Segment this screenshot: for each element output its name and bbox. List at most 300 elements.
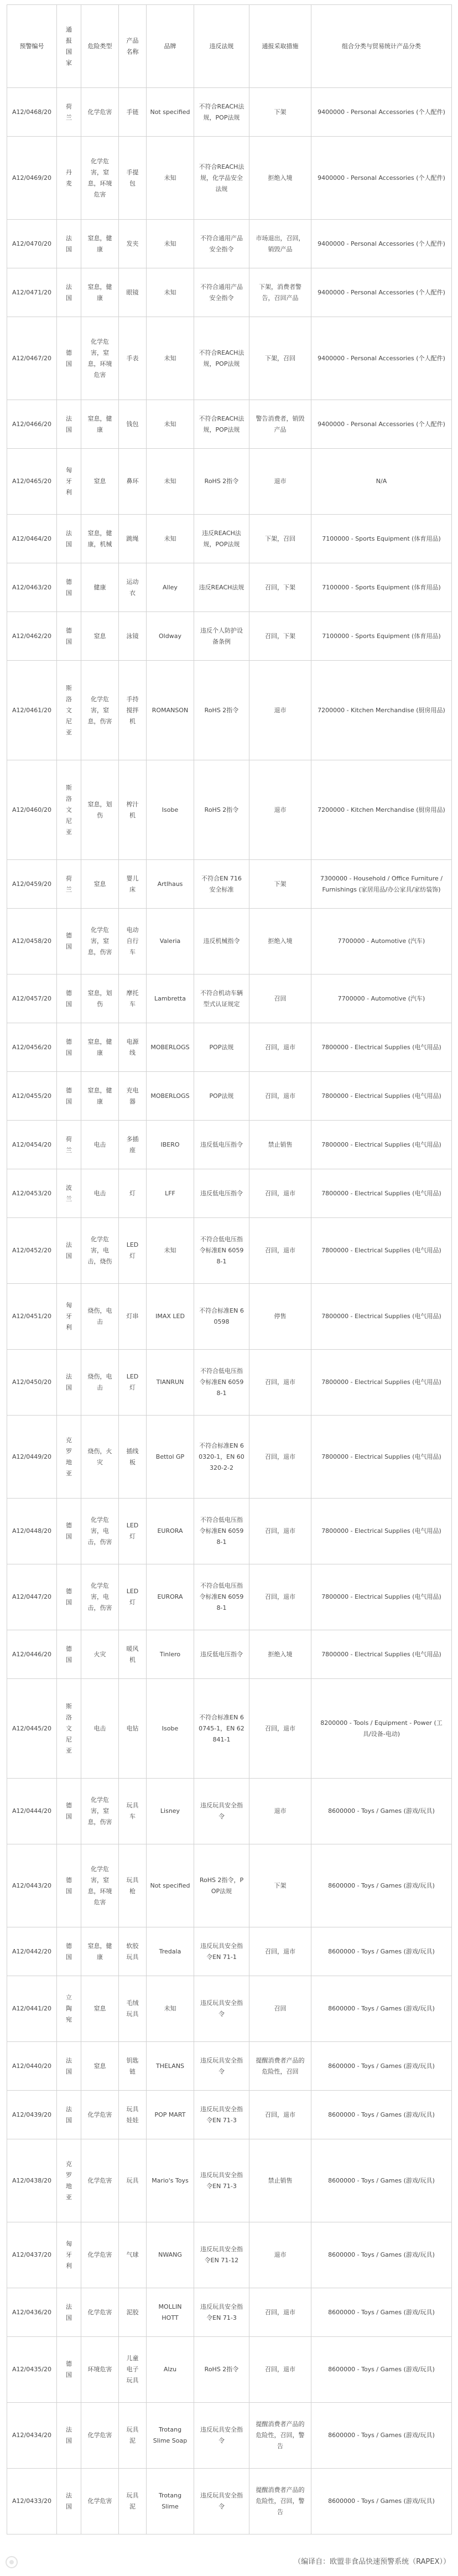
- brand-cell: Artlhaus: [147, 860, 194, 909]
- alert-id-cell: A12/0454/20: [7, 1121, 57, 1169]
- measures-cell: 召回，退市: [249, 1072, 311, 1121]
- table-row: [7, 1169, 452, 1218]
- table-row: [7, 400, 452, 449]
- measures-cell: 召回，退市: [249, 1169, 311, 1218]
- alert-id-cell: A12/0434/20: [7, 2403, 57, 2469]
- regulation-cell: 不符合通用产品安全指令: [194, 268, 249, 317]
- alert-id-cell: A12/0469/20: [7, 137, 57, 220]
- brand-cell: Isobe: [147, 1679, 194, 1779]
- product-cell: 泳镜: [119, 612, 147, 661]
- alert-id-cell: A12/0438/20: [7, 2139, 57, 2222]
- category-cell: 7700000 - Automotive (汽车): [311, 909, 452, 975]
- table-row: [7, 1350, 452, 1416]
- table-row: [7, 2139, 452, 2222]
- country-cell: 法国: [57, 2091, 81, 2139]
- country-cell: 匈牙利: [57, 2222, 81, 2288]
- category-cell: 8600000 - Toys / Games (游戏/玩具): [311, 1779, 452, 1844]
- country-cell: 法国: [57, 1218, 81, 1284]
- product-cell: 暖风机: [119, 1630, 147, 1679]
- regulation-cell: 不符合机动车辆型式认证规定: [194, 975, 249, 1023]
- measures-cell: 召回，退市: [249, 1350, 311, 1416]
- table-row: [7, 268, 452, 317]
- table-row: [7, 1023, 452, 1072]
- country-cell: 法国: [57, 400, 81, 449]
- category-cell: N/A: [311, 449, 452, 515]
- alert-id-cell: A12/0462/20: [7, 612, 57, 661]
- measures-cell: 召回，退市: [249, 1499, 311, 1564]
- measures-cell: 提醒消费者产品的危险性，召回: [249, 2042, 311, 2091]
- category-cell: 7800000 - Electrical Supplies (电气用品): [311, 1350, 452, 1416]
- category-cell: 7200000 - Kitchen Merchandise (厨房用品): [311, 760, 452, 860]
- alert-id-cell: A12/0440/20: [7, 2042, 57, 2091]
- brand-cell: EURORA: [147, 1564, 194, 1630]
- risk-cell: 窒息，健康: [81, 400, 119, 449]
- risk-cell: 健康: [81, 563, 119, 612]
- brand-cell: 未知: [147, 317, 194, 400]
- measures-cell: 下架，召回: [249, 515, 311, 563]
- category-cell: 7300000 - Household / Office Furniture / Furnishings (家居用品/办公家具/家纺装饰): [311, 860, 452, 909]
- table-row: [7, 760, 452, 860]
- risk-cell: 窒息，健康: [81, 1023, 119, 1072]
- risk-cell: 烧伤，电击: [81, 1284, 119, 1350]
- brand-cell: 未知: [147, 268, 194, 317]
- brand-cell: Mario's Toys: [147, 2139, 194, 2222]
- category-cell: 7800000 - Electrical Supplies (电气用品): [311, 1499, 452, 1564]
- risk-cell: 化学危害，电击，伤害: [81, 1499, 119, 1564]
- regulation-cell: 不符合标准EN 60320-1，EN 60320-2-2: [194, 1416, 249, 1499]
- alert-id-cell: A12/0437/20: [7, 2222, 57, 2288]
- country-cell: 德国: [57, 909, 81, 975]
- brand-cell: NWANG: [147, 2222, 194, 2288]
- risk-cell: 电击: [81, 1121, 119, 1169]
- risk-cell: 化学危害，窒息，环境危害: [81, 1844, 119, 1927]
- alert-id-cell: A12/0441/20: [7, 1976, 57, 2042]
- table-row: [7, 220, 452, 268]
- measures-cell: 召回: [249, 975, 311, 1023]
- header-product: 产品名称: [119, 5, 147, 88]
- alert-id-cell: A12/0442/20: [7, 1927, 57, 1976]
- table-row: [7, 2403, 452, 2469]
- risk-cell: 化学危害: [81, 2139, 119, 2222]
- product-cell: 钥匙链: [119, 2042, 147, 2091]
- alert-id-cell: A12/0451/20: [7, 1284, 57, 1350]
- regulation-cell: 违反低电压指令: [194, 1630, 249, 1679]
- alert-id-cell: A12/0452/20: [7, 1218, 57, 1284]
- regulation-cell: RoHS 2指令: [194, 449, 249, 515]
- product-cell: 手链: [119, 88, 147, 137]
- brand-cell: 未知: [147, 449, 194, 515]
- risk-cell: 烧伤，火灾: [81, 1416, 119, 1499]
- product-cell: 电钻: [119, 1679, 147, 1779]
- product-cell: 儿童电子玩具: [119, 2337, 147, 2403]
- risk-cell: 窒息，划伤: [81, 760, 119, 860]
- category-cell: 8600000 - Toys / Games (游戏/玩具): [311, 2139, 452, 2222]
- table-row: [7, 2337, 452, 2403]
- regulation-cell: 不符合低电压指令标准EN 60598-1: [194, 1564, 249, 1630]
- regulation-cell: 违反玩具安全指令: [194, 1976, 249, 2042]
- category-cell: 8600000 - Toys / Games (游戏/玩具): [311, 2042, 452, 2091]
- brand-cell: EURORA: [147, 1499, 194, 1564]
- product-cell: 发夹: [119, 220, 147, 268]
- country-cell: 法国: [57, 220, 81, 268]
- regulation-cell: 不符合低电压指令标准EN 60598-1: [194, 1350, 249, 1416]
- table-row: [7, 137, 452, 220]
- risk-cell: 窒息: [81, 860, 119, 909]
- risk-cell: 窒息: [81, 449, 119, 515]
- risk-cell: 烧伤，电击: [81, 1350, 119, 1416]
- regulation-cell: 违反低电压指令: [194, 1169, 249, 1218]
- alert-id-cell: A12/0445/20: [7, 1679, 57, 1779]
- alert-id-cell: A12/0436/20: [7, 2288, 57, 2337]
- regulation-cell: RoHS 2指令: [194, 760, 249, 860]
- product-cell: 灯: [119, 1169, 147, 1218]
- category-cell: 7100000 - Sports Equipment (体育用品): [311, 515, 452, 563]
- brand-cell: Trotang Slime Soap: [147, 2403, 194, 2469]
- table-row: [7, 2469, 452, 2534]
- table-row: [7, 909, 452, 975]
- measures-cell: 召回: [249, 1976, 311, 2042]
- brand-cell: Not specified: [147, 88, 194, 137]
- header-measures: 通报采取措施: [249, 5, 311, 88]
- country-cell: 德国: [57, 2337, 81, 2403]
- alert-id-cell: A12/0471/20: [7, 268, 57, 317]
- header-regulation: 违反法规: [194, 5, 249, 88]
- measures-cell: 警告消费者，销毁产品: [249, 400, 311, 449]
- product-cell: LED灯: [119, 1564, 147, 1630]
- table-row: [7, 317, 452, 400]
- measures-cell: 退市: [249, 661, 311, 760]
- product-cell: 玩具车: [119, 1779, 147, 1844]
- brand-cell: Tredala: [147, 1927, 194, 1976]
- regulation-cell: RoHS 2指令: [194, 2337, 249, 2403]
- regulation-cell: 违反玩具安全指令EN 71-1: [194, 1927, 249, 1976]
- alert-id-cell: A12/0447/20: [7, 1564, 57, 1630]
- country-cell: 荷兰: [57, 1121, 81, 1169]
- product-cell: 充电器: [119, 1072, 147, 1121]
- brand-cell: 未知: [147, 1976, 194, 2042]
- brand-cell: Lisney: [147, 1779, 194, 1844]
- table-row: [7, 1564, 452, 1630]
- table-body: [7, 88, 452, 2534]
- table-row: [7, 1927, 452, 1976]
- regulation-cell: 不符合REACH法规，POP法规: [194, 317, 249, 400]
- regulation-cell: 违反REACH法规: [194, 563, 249, 612]
- country-cell: 立陶宛: [57, 1976, 81, 2042]
- table-row: [7, 975, 452, 1023]
- risk-cell: 窒息，健康: [81, 220, 119, 268]
- risk-cell: 化学危害，电击，烧伤: [81, 1218, 119, 1284]
- alert-id-cell: A12/0456/20: [7, 1023, 57, 1072]
- product-cell: 毛绒玩具: [119, 1976, 147, 2042]
- country-cell: 德国: [57, 1564, 81, 1630]
- product-cell: 手提包: [119, 137, 147, 220]
- rapex-table: [7, 4, 452, 2534]
- category-cell: 8600000 - Toys / Games (游戏/玩具): [311, 2403, 452, 2469]
- product-cell: LED灯: [119, 1350, 147, 1416]
- country-cell: 法国: [57, 515, 81, 563]
- brand-cell: Tinlero: [147, 1630, 194, 1679]
- measures-cell: 下架，召回: [249, 317, 311, 400]
- brand-cell: Alzu: [147, 2337, 194, 2403]
- country-cell: 德国: [57, 563, 81, 612]
- table-row: [7, 1779, 452, 1844]
- category-cell: 8600000 - Toys / Games (游戏/玩具): [311, 1976, 452, 2042]
- table-row: [7, 1284, 452, 1350]
- alert-id-cell: A12/0457/20: [7, 975, 57, 1023]
- brand-cell: TIANRUN: [147, 1350, 194, 1416]
- header-country: 通报国家: [57, 5, 81, 88]
- measures-cell: 召回，退市: [249, 2337, 311, 2403]
- regulation-cell: 不符合低电压指令标准EN 60598-1: [194, 1499, 249, 1564]
- category-cell: 7800000 - Electrical Supplies (电气用品): [311, 1630, 452, 1679]
- measures-cell: 退市: [249, 2222, 311, 2288]
- country-cell: 法国: [57, 268, 81, 317]
- country-cell: 德国: [57, 1072, 81, 1121]
- country-cell: 斯洛文尼亚: [57, 1679, 81, 1779]
- regulation-cell: 违反低电压指令: [194, 1121, 249, 1169]
- watermark-logo: [6, 2556, 18, 2568]
- country-cell: 德国: [57, 1927, 81, 1976]
- product-cell: 多插座: [119, 1121, 147, 1169]
- regulation-cell: POP法规: [194, 1023, 249, 1072]
- brand-cell: IBERO: [147, 1121, 194, 1169]
- product-cell: LED灯: [119, 1499, 147, 1564]
- brand-cell: MOBERLOGS: [147, 1023, 194, 1072]
- measures-cell: 下架: [249, 860, 311, 909]
- brand-cell: Trotang Slime: [147, 2469, 194, 2534]
- category-cell: 8200000 - Tools / Equipment - Power (工具/设备-电动): [311, 1679, 452, 1779]
- alert-id-cell: A12/0470/20: [7, 220, 57, 268]
- category-cell: 9400000 - Personal Accessories (个人配件): [311, 137, 452, 220]
- country-cell: 德国: [57, 612, 81, 661]
- brand-cell: 未知: [147, 1218, 194, 1284]
- country-cell: 荷兰: [57, 88, 81, 137]
- alert-id-cell: A12/0455/20: [7, 1072, 57, 1121]
- category-cell: 7800000 - Electrical Supplies (电气用品): [311, 1072, 452, 1121]
- product-cell: 摩托车: [119, 975, 147, 1023]
- regulation-cell: 违反玩具安全指令EN 71-3: [194, 2139, 249, 2222]
- regulation-cell: 违反个人防护设备条例: [194, 612, 249, 661]
- category-cell: 7700000 - Automotive (汽车): [311, 975, 452, 1023]
- table-row: [7, 2288, 452, 2337]
- country-cell: 克罗地亚: [57, 1416, 81, 1499]
- alert-id-cell: A12/0444/20: [7, 1779, 57, 1844]
- country-cell: 法国: [57, 2469, 81, 2534]
- brand-cell: Not specified: [147, 1844, 194, 1927]
- alert-id-cell: A12/0465/20: [7, 449, 57, 515]
- product-cell: 插线板: [119, 1416, 147, 1499]
- brand-cell: 未知: [147, 400, 194, 449]
- country-cell: 法国: [57, 1350, 81, 1416]
- header-category: 组合分类与贸易统计产品分类: [311, 5, 452, 88]
- category-cell: 7800000 - Electrical Supplies (电气用品): [311, 1416, 452, 1499]
- risk-cell: 化学危害: [81, 2469, 119, 2534]
- measures-cell: 下架，消费者警告，召回产品: [249, 268, 311, 317]
- product-cell: 气球: [119, 2222, 147, 2288]
- brand-cell: IMAX LED: [147, 1284, 194, 1350]
- risk-cell: 火灾: [81, 1630, 119, 1679]
- risk-cell: 化学危害，窒息，伤害: [81, 661, 119, 760]
- country-cell: 法国: [57, 2288, 81, 2337]
- alert-id-cell: A12/0446/20: [7, 1630, 57, 1679]
- alert-id-cell: A12/0459/20: [7, 860, 57, 909]
- product-cell: 玩具泥: [119, 2469, 147, 2534]
- measures-cell: 召回，退市: [249, 1927, 311, 1976]
- regulation-cell: RoHS 2指令，POP法规: [194, 1844, 249, 1927]
- measures-cell: 禁止销售: [249, 1121, 311, 1169]
- brand-cell: LFF: [147, 1169, 194, 1218]
- country-cell: 波兰: [57, 1169, 81, 1218]
- alert-id-cell: A12/0468/20: [7, 88, 57, 137]
- category-cell: 9400000 - Personal Accessories (个人配件): [311, 268, 452, 317]
- regulation-cell: 不符合REACH法规，POP法规: [194, 400, 249, 449]
- regulation-cell: 不符合REACH法规，POP法规: [194, 88, 249, 137]
- product-cell: 运动衣: [119, 563, 147, 612]
- country-cell: 斯洛文尼亚: [57, 760, 81, 860]
- alert-id-cell: A12/0463/20: [7, 563, 57, 612]
- risk-cell: 化学危害: [81, 2403, 119, 2469]
- brand-cell: 未知: [147, 515, 194, 563]
- measures-cell: 召回，退市: [249, 2091, 311, 2139]
- alert-id-cell: A12/0453/20: [7, 1169, 57, 1218]
- alert-id-cell: A12/0443/20: [7, 1844, 57, 1927]
- header-row: [7, 5, 452, 88]
- category-cell: 7100000 - Sports Equipment (体育用品): [311, 612, 452, 661]
- measures-cell: 市场退出，召回，销毁产品: [249, 220, 311, 268]
- product-cell: 电源线: [119, 1023, 147, 1072]
- table-row: [7, 1679, 452, 1779]
- category-cell: 8600000 - Toys / Games (游戏/玩具): [311, 2222, 452, 2288]
- table-row: [7, 563, 452, 612]
- brand-cell: POP MART: [147, 2091, 194, 2139]
- risk-cell: 化学危害: [81, 2288, 119, 2337]
- product-cell: 眼镜: [119, 268, 147, 317]
- product-cell: 玩具泥: [119, 2403, 147, 2469]
- measures-cell: 拒绝入境: [249, 1630, 311, 1679]
- regulation-cell: 违反机械指令: [194, 909, 249, 975]
- table-row: [7, 449, 452, 515]
- regulation-cell: POP法规: [194, 1072, 249, 1121]
- risk-cell: 窒息，健康，机械: [81, 515, 119, 563]
- category-cell: 7800000 - Electrical Supplies (电气用品): [311, 1023, 452, 1072]
- regulation-cell: 不符合标准EN 60745-1，EN 62841-1: [194, 1679, 249, 1779]
- regulation-cell: 违反玩具安全指令EN 71-12: [194, 2222, 249, 2288]
- alert-id-cell: A12/0435/20: [7, 2337, 57, 2403]
- risk-cell: 窒息: [81, 1976, 119, 2042]
- table-row: [7, 1416, 452, 1499]
- brand-cell: Valeria: [147, 909, 194, 975]
- category-cell: 9400000 - Personal Accessories (个人配件): [311, 88, 452, 137]
- risk-cell: 化学危害，电击，伤害: [81, 1564, 119, 1630]
- measures-cell: 召回，退市: [249, 1564, 311, 1630]
- product-cell: 玩具: [119, 2139, 147, 2222]
- risk-cell: 电击: [81, 1679, 119, 1779]
- category-cell: 8600000 - Toys / Games (游戏/玩具): [311, 1927, 452, 1976]
- regulation-cell: 违反REACH法规，POP法规: [194, 515, 249, 563]
- alert-id-cell: A12/0439/20: [7, 2091, 57, 2139]
- table-row: [7, 661, 452, 760]
- alert-id-cell: A12/0449/20: [7, 1416, 57, 1499]
- product-cell: 钱包: [119, 400, 147, 449]
- table-row: [7, 88, 452, 137]
- country-cell: 斯洛文尼亚: [57, 661, 81, 760]
- regulation-cell: RoHS 2指令: [194, 661, 249, 760]
- product-cell: 软胶玩具: [119, 1927, 147, 1976]
- measures-cell: 召回，退市: [249, 2288, 311, 2337]
- table-row: [7, 1121, 452, 1169]
- country-cell: 德国: [57, 1779, 81, 1844]
- measures-cell: 提醒消费者产品的危险性，召回，警告: [249, 2469, 311, 2534]
- country-cell: 匈牙利: [57, 1284, 81, 1350]
- table-row: [7, 612, 452, 661]
- country-cell: 法国: [57, 2403, 81, 2469]
- country-cell: 德国: [57, 975, 81, 1023]
- brand-cell: ROMANSON: [147, 661, 194, 760]
- regulation-cell: 违反玩具安全指令EN 71-3: [194, 2091, 249, 2139]
- regulation-cell: 不符合低电压指令标准EN 60598-1: [194, 1218, 249, 1284]
- risk-cell: 化学危害，窒息，伤害: [81, 909, 119, 975]
- risk-cell: 化学危害: [81, 2222, 119, 2288]
- country-cell: 德国: [57, 317, 81, 400]
- product-cell: 灯串: [119, 1284, 147, 1350]
- country-cell: 德国: [57, 1023, 81, 1072]
- source-note: （编译自：欧盟非食品快速预警系统（RAPEX））: [294, 2558, 450, 2566]
- alert-id-cell: A12/0448/20: [7, 1499, 57, 1564]
- category-cell: 7800000 - Electrical Supplies (电气用品): [311, 1284, 452, 1350]
- header-brand: 品牌: [147, 5, 194, 88]
- category-cell: 7800000 - Electrical Supplies (电气用品): [311, 1564, 452, 1630]
- category-cell: 8600000 - Toys / Games (游戏/玩具): [311, 2288, 452, 2337]
- alert-id-cell: A12/0467/20: [7, 317, 57, 400]
- header-risk: 危险类型: [81, 5, 119, 88]
- category-cell: 8600000 - Toys / Games (游戏/玩具): [311, 2469, 452, 2534]
- measures-cell: 下架: [249, 88, 311, 137]
- country-cell: 德国: [57, 1844, 81, 1927]
- category-cell: 9400000 - Personal Accessories (个人配件): [311, 317, 452, 400]
- regulation-cell: 不符合REACH法规，化学品安全法规: [194, 137, 249, 220]
- risk-cell: 化学危害，窒息，环境危害: [81, 317, 119, 400]
- regulation-cell: 违反玩具安全指令: [194, 2042, 249, 2091]
- header-alert-id: 预警编号: [7, 5, 57, 88]
- alert-id-cell: A12/0466/20: [7, 400, 57, 449]
- alert-id-cell: A12/0460/20: [7, 760, 57, 860]
- risk-cell: 化学危害: [81, 2091, 119, 2139]
- risk-cell: 窒息，健康: [81, 1072, 119, 1121]
- regulation-cell: 不符合EN 716安全标准: [194, 860, 249, 909]
- product-cell: 手持搅拌机: [119, 661, 147, 760]
- category-cell: 7800000 - Electrical Supplies (电气用品): [311, 1218, 452, 1284]
- risk-cell: 化学危害，窒息，环境危害: [81, 137, 119, 220]
- risk-cell: 环境危害: [81, 2337, 119, 2403]
- product-cell: 玩具娃娃: [119, 2091, 147, 2139]
- category-cell: 7200000 - Kitchen Merchandise (厨房用品): [311, 661, 452, 760]
- measures-cell: 拒绝入境: [249, 137, 311, 220]
- table-row: [7, 860, 452, 909]
- brand-cell: MOLLIN HOTT: [147, 2288, 194, 2337]
- measures-cell: 停售: [249, 1284, 311, 1350]
- product-cell: 电动自行车: [119, 909, 147, 975]
- brand-cell: Alley: [147, 563, 194, 612]
- measures-cell: 退市: [249, 449, 311, 515]
- table-row: [7, 2091, 452, 2139]
- regulation-cell: 违反玩具安全指令: [194, 1779, 249, 1844]
- measures-cell: 召回，下架: [249, 563, 311, 612]
- product-cell: 玩具枪: [119, 1844, 147, 1927]
- brand-cell: 未知: [147, 137, 194, 220]
- brand-cell: THELANS: [147, 2042, 194, 2091]
- risk-cell: 窒息: [81, 2042, 119, 2091]
- risk-cell: 窒息，健康: [81, 268, 119, 317]
